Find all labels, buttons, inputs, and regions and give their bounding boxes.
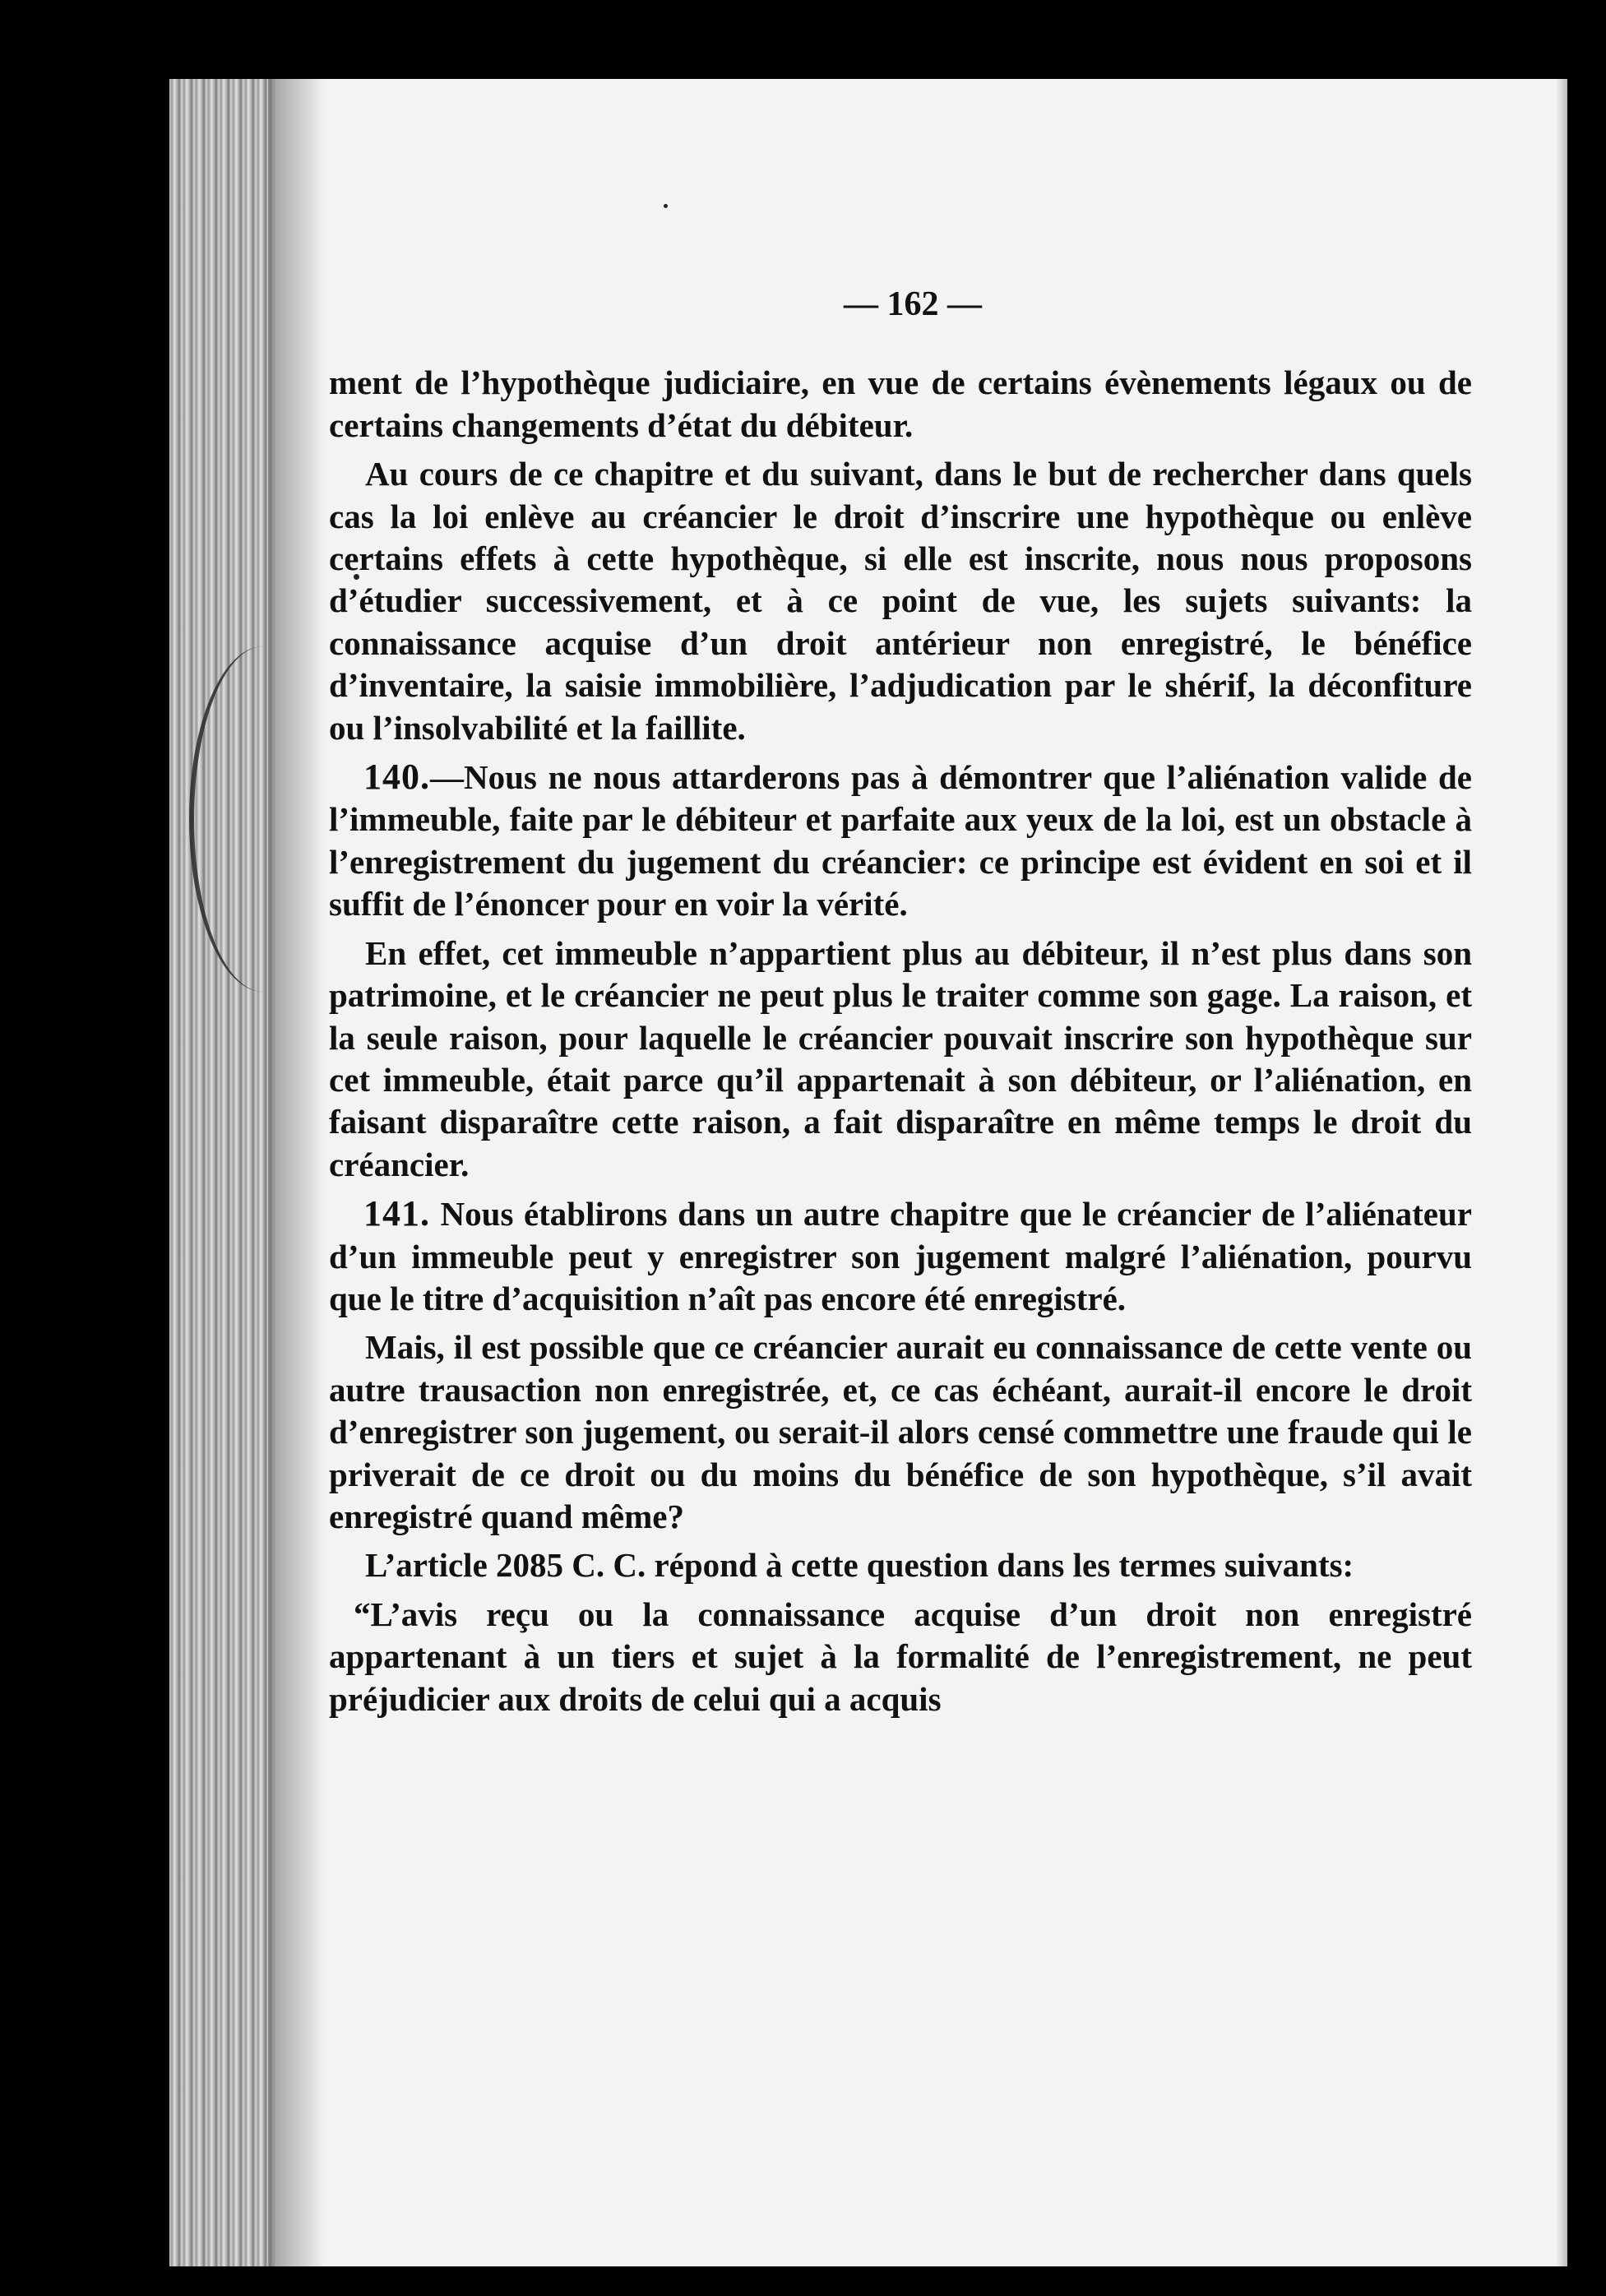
- page-number: — 162 —: [844, 285, 982, 323]
- paragraph-text: —Nous ne nous attarderons pas à démontrer que l’aliénation valide de l’immeuble, faite par le débiteur et parfaite aux yeux de la loi, est un obstacle à l’enregistrement du jugement du créancier: ce principe est évident en soi et il suffit de l’énoncer pour en voir la vérité.: [329, 758, 1472, 923]
- section-number: 141.: [363, 1193, 430, 1234]
- numbered-paragraph: [329, 1192, 1472, 1320]
- paragraph: [329, 1544, 1472, 1586]
- paragraph-text: Nous établirons dans un autre chapitre que le créancier de l’aliénateur d’un immeuble peut y enregistrer son jugement malgré l’aliénation, pourvu que le titre d’acquisition n’aît pas encore été enregistré.: [329, 1195, 1472, 1317]
- paragraph-text: “L’avis reçu ou la connaissance acquise d’un droit non enregistré appartenant à un tiers et sujet à la formalité de l’enregistrement, ne peut préjudicier aux droits de celui qui a acquis: [329, 1595, 1472, 1718]
- page-right-edge: [1556, 79, 1567, 2266]
- quotation: [329, 1594, 1472, 1720]
- numbered-paragraph: [329, 756, 1472, 926]
- paragraph: [329, 453, 1472, 749]
- paragraph-text: En effet, cet immeuble n’appartient plus au débiteur, il n’est plus dans son patrimoine, et le créancier ne peut plus le traiter comme son gage. La raison, et la seule raison, pour laquelle le créancier pouvait inscrire son hypothèque sur cet immeuble, était parce qu’il appartenait à son débiteur, or l’aliénation, en faisant disparaître cette raison, a fait disparaître en même temps le droit du créancier.: [329, 933, 1472, 1183]
- paragraph-text: L’article 2085 C. C. répond à cette question dans les termes suivants:: [365, 1546, 1354, 1585]
- paragraph-text: Au cours de ce chapitre et du suivant, dans le but de rechercher dans quels cas la loi enlève au créancier le droit d’inscrire une hypothèque ou enlève certains effets à cette hypothèque, si elle est inscrite, nous nous proposons d’étudier successivement, et à ce point de vue, les sujets suivants: la connaissance acquise d’un droit antérieur non enregistré, le bénéfice d’inventaire, la saisie immobilière, l’adjudication par le shérif, la déconfiture ou l’insolvabilité et la faillite.: [329, 455, 1472, 747]
- paragraph: [329, 1326, 1472, 1538]
- section-number: 140.: [363, 757, 430, 798]
- paragraph-text: Mais, il est possible que ce créancier aurait eu connaissance de cette vente ou autre trausaction non enregistrée, et, ce cas échéant, aurait-il encore le droit d’enregistrer son jugement, ou serait-il alors censé commettre une fraude qui le priverait de ce droit ou du moins du bénéfice de son hypothèque, s’il avait enregistré quand même?: [329, 1328, 1472, 1535]
- page-binding-edge: [169, 79, 275, 2266]
- page-text: [329, 284, 1472, 1720]
- paragraph: [329, 362, 1472, 447]
- paragraph-text: ment de l’hypothèque judiciaire, en vue de certains évènements légaux ou de certains changements d’état du débiteur.: [329, 363, 1472, 444]
- binding-shadow: [268, 79, 326, 2266]
- paragraph: [329, 933, 1472, 1186]
- ink-speck: [664, 204, 668, 208]
